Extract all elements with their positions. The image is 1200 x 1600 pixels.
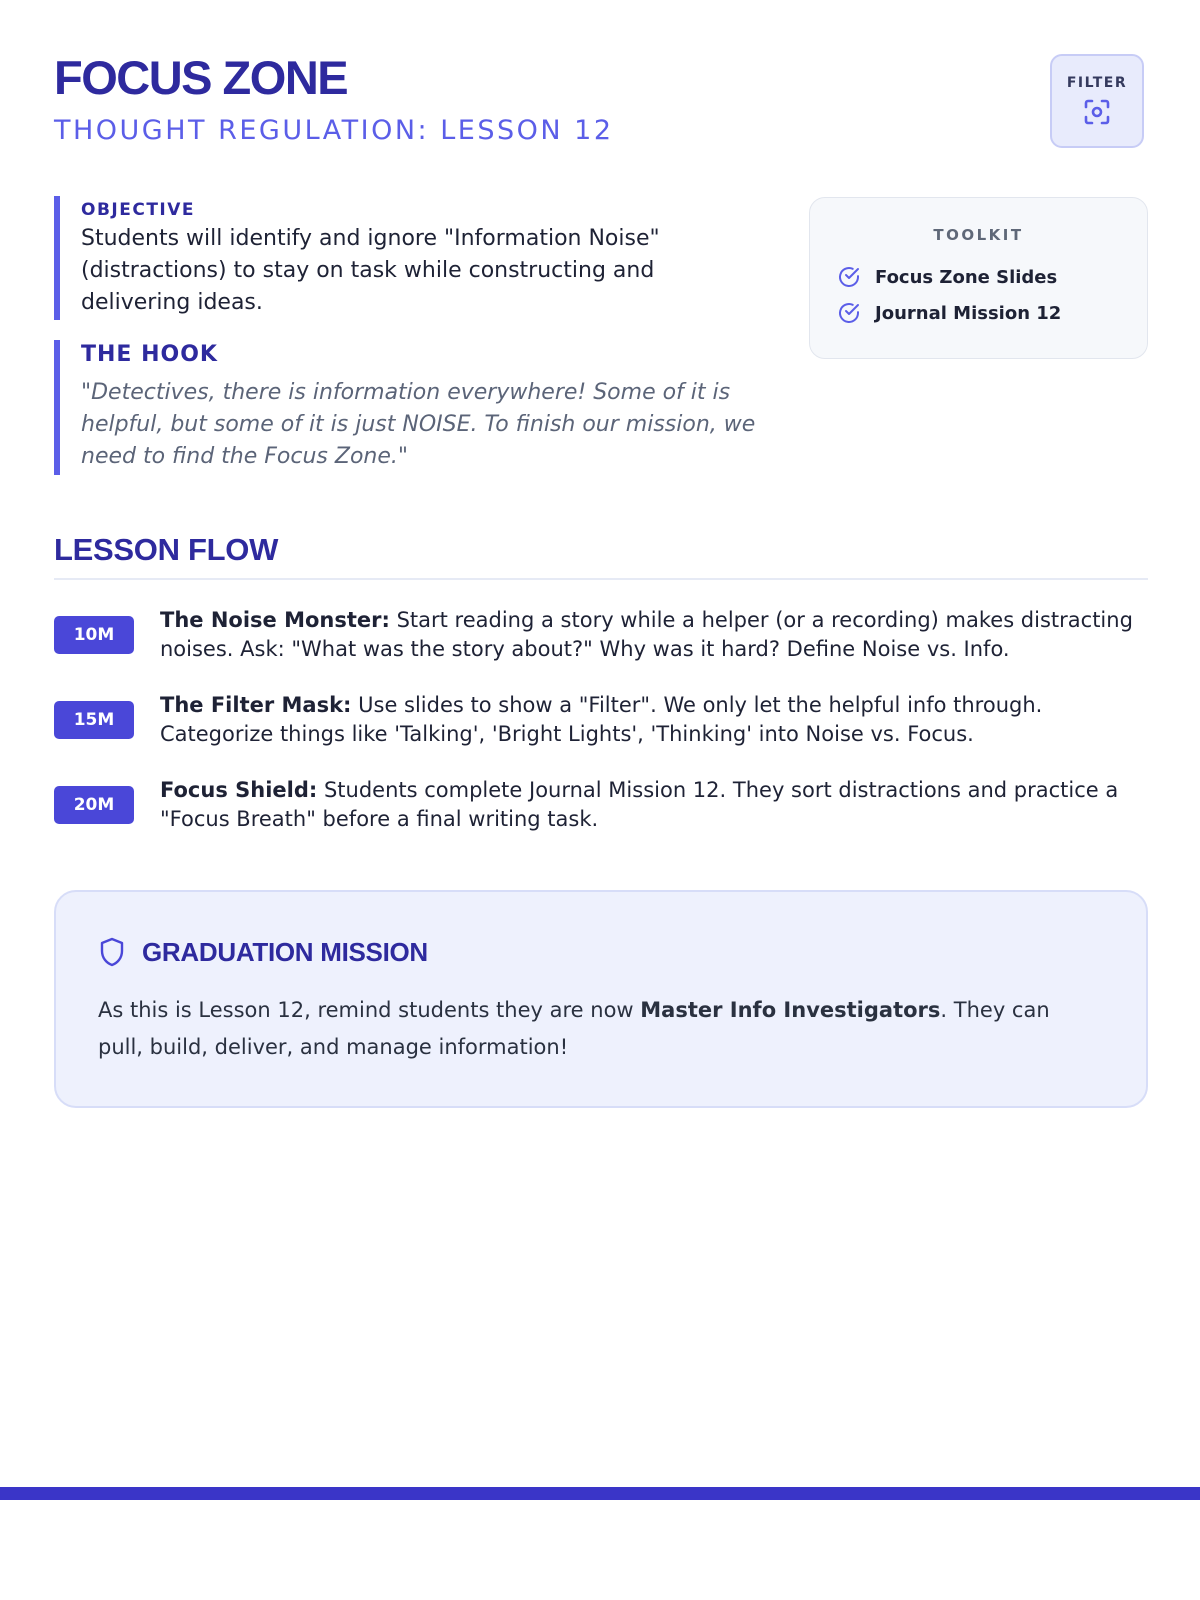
graduation-text-before: As this is Lesson 12, remind students they are now xyxy=(98,998,641,1022)
hook-quote: "Detectives, there is information everywhere! Some of it is helpful, but some of it is just NOISE. To finish our mission, we need to find the Focus Zone." xyxy=(81,380,756,469)
step-name: The Noise Monster: xyxy=(160,608,390,632)
filter-button-label: FILTER xyxy=(1066,75,1128,91)
graduation-title: GRADUATION MISSION xyxy=(142,936,428,967)
graduation-mission-card xyxy=(54,890,1148,1108)
lesson-flow-title: LESSON FLOW xyxy=(54,532,279,567)
check-circle-icon xyxy=(837,301,861,325)
check-circle-icon xyxy=(837,265,861,289)
step-description xyxy=(160,606,1155,664)
graduation-header xyxy=(98,936,428,968)
step-description xyxy=(160,776,1155,834)
step-name: Focus Shield: xyxy=(160,778,318,802)
graduation-text-after: . They can pull, build, deliver, and manage information! xyxy=(98,998,1050,1059)
focus-scan-icon xyxy=(1082,97,1112,127)
hook-section xyxy=(54,340,801,475)
duration-badge: 20M xyxy=(54,786,134,824)
step-text: Use slides to show a "Filter". We only let the helpful info through. Categorize things like 'Talking', 'Bright Lights', 'Thinking' into Noise vs. Focus. xyxy=(160,693,1043,746)
toolkit-item xyxy=(837,301,1061,325)
filter-button[interactable] xyxy=(1050,54,1144,148)
page-subtitle: THOUGHT REGULATION: LESSON 12 xyxy=(54,115,614,146)
duration-badge: 15M xyxy=(54,701,134,739)
step-description xyxy=(160,691,1155,749)
step-text: Start reading a story while a helper (or a recording) makes distracting noises. Ask: "What was the story about?" Why was it hard? Define Noise vs. Info. xyxy=(160,608,1133,661)
toolkit-item-label: Focus Zone Slides xyxy=(875,266,1058,288)
graduation-text xyxy=(98,992,1098,1066)
footer-bar xyxy=(0,1487,1200,1500)
duration-badge: 10M xyxy=(54,616,134,654)
toolkit-item xyxy=(837,265,1057,289)
objective-section xyxy=(54,196,781,320)
graduation-emphasis: Master Info Investigators xyxy=(640,998,941,1022)
hook-label: THE HOOK xyxy=(81,342,218,367)
page-title: FOCUS ZONE xyxy=(54,51,348,104)
objective-label: OBJECTIVE xyxy=(81,200,196,220)
toolkit-label: TOOLKIT xyxy=(933,226,1024,244)
objective-text: Students will identify and ignore "Information Noise" (distractions) to stay on task while constructing and delivering ideas. xyxy=(81,226,660,315)
shield-icon xyxy=(98,936,126,968)
step-text: Students complete Journal Mission 12. They sort distractions and practice a "Focus Breath" before a final writing task. xyxy=(160,778,1119,831)
toolkit-item-label: Journal Mission 12 xyxy=(875,302,1062,324)
step-name: The Filter Mask: xyxy=(160,693,352,717)
page-header xyxy=(54,52,614,148)
divider xyxy=(54,578,1148,580)
